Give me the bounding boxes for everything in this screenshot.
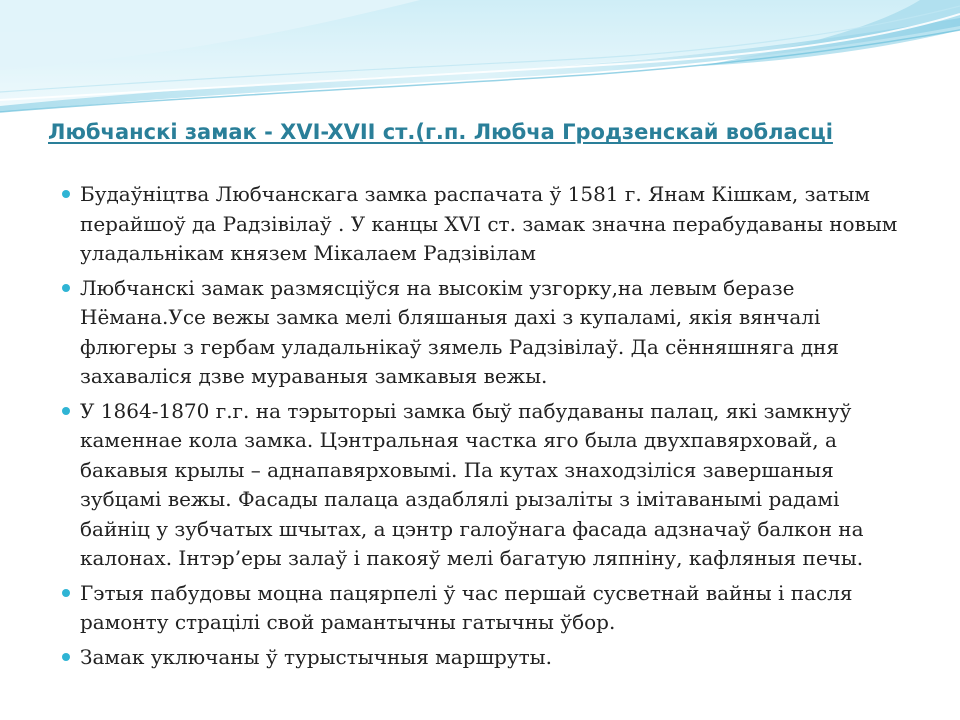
bullet-list bbox=[62, 180, 914, 677]
wave-header-decoration bbox=[0, 0, 960, 120]
bullet-item-4 bbox=[62, 579, 914, 638]
bullet-item-2 bbox=[62, 274, 914, 392]
bullet-dot-icon bbox=[62, 407, 70, 415]
bullet-text: У 1864-1870 г.г. на тэрыторыі замка быў пабудаваны палац, які замкнуў каменнае кола замка. Цэнтральная частка яго была двухпавярховай, а бакавыя крылы – аднапавярховымі. Па кутах знаходзіліся завершаныя зубцамі вежы. Фасады палаца аздаблялі рызаліты з імітаванымі радамі байніц у зубчатых шчытах, а цэнтр галоўнага фасада адзначаў балкон на калонах. Інтэр’еры залаў і пакояў мелі багатую ляпніну, кафляныя печы. bbox=[80, 398, 864, 570]
bullet-dot-icon bbox=[62, 190, 70, 198]
bullet-item-5 bbox=[62, 643, 914, 673]
bullet-item-3 bbox=[62, 397, 914, 574]
slide-title: Любчанскі замак - XVI-XVII ст.(г.п. Любча Гродзенскай вобласці bbox=[48, 120, 833, 144]
bullet-text: Будаўніцтва Любчанскага замка распачата ў 1581 г. Янам Кішкам, затым перайшоў да Радзівілаў . У канцы XVI ст. замак значна перабудаваны новым уладальнікам князем Мікалаем Радзівілам bbox=[80, 182, 898, 265]
bullet-dot-icon bbox=[62, 653, 70, 661]
bullet-text: Гэтыя пабудовы моцна пацярпелі ў час першай сусветнай вайны і пасля рамонту страцілі свой рамантычны гатычны ўбор. bbox=[80, 580, 853, 634]
bullet-dot-icon bbox=[62, 284, 70, 292]
bullet-item-1 bbox=[62, 180, 914, 269]
bullet-text: Любчанскі замак размясціўся на высокім узгорку,на левым беразе Нёмана.Усе вежы замка мелі бляшаныя дахі з купаламі, якія вянчалі флюгеры з гербам уладальнікаў зямель Радзівілаў. Да сённяшняга дня захаваліся дзве мураваныя замкавыя вежы. bbox=[80, 275, 839, 388]
bullet-text: Замак уключаны ў турыстычныя маршруты. bbox=[80, 644, 552, 669]
bullet-dot-icon bbox=[62, 589, 70, 597]
